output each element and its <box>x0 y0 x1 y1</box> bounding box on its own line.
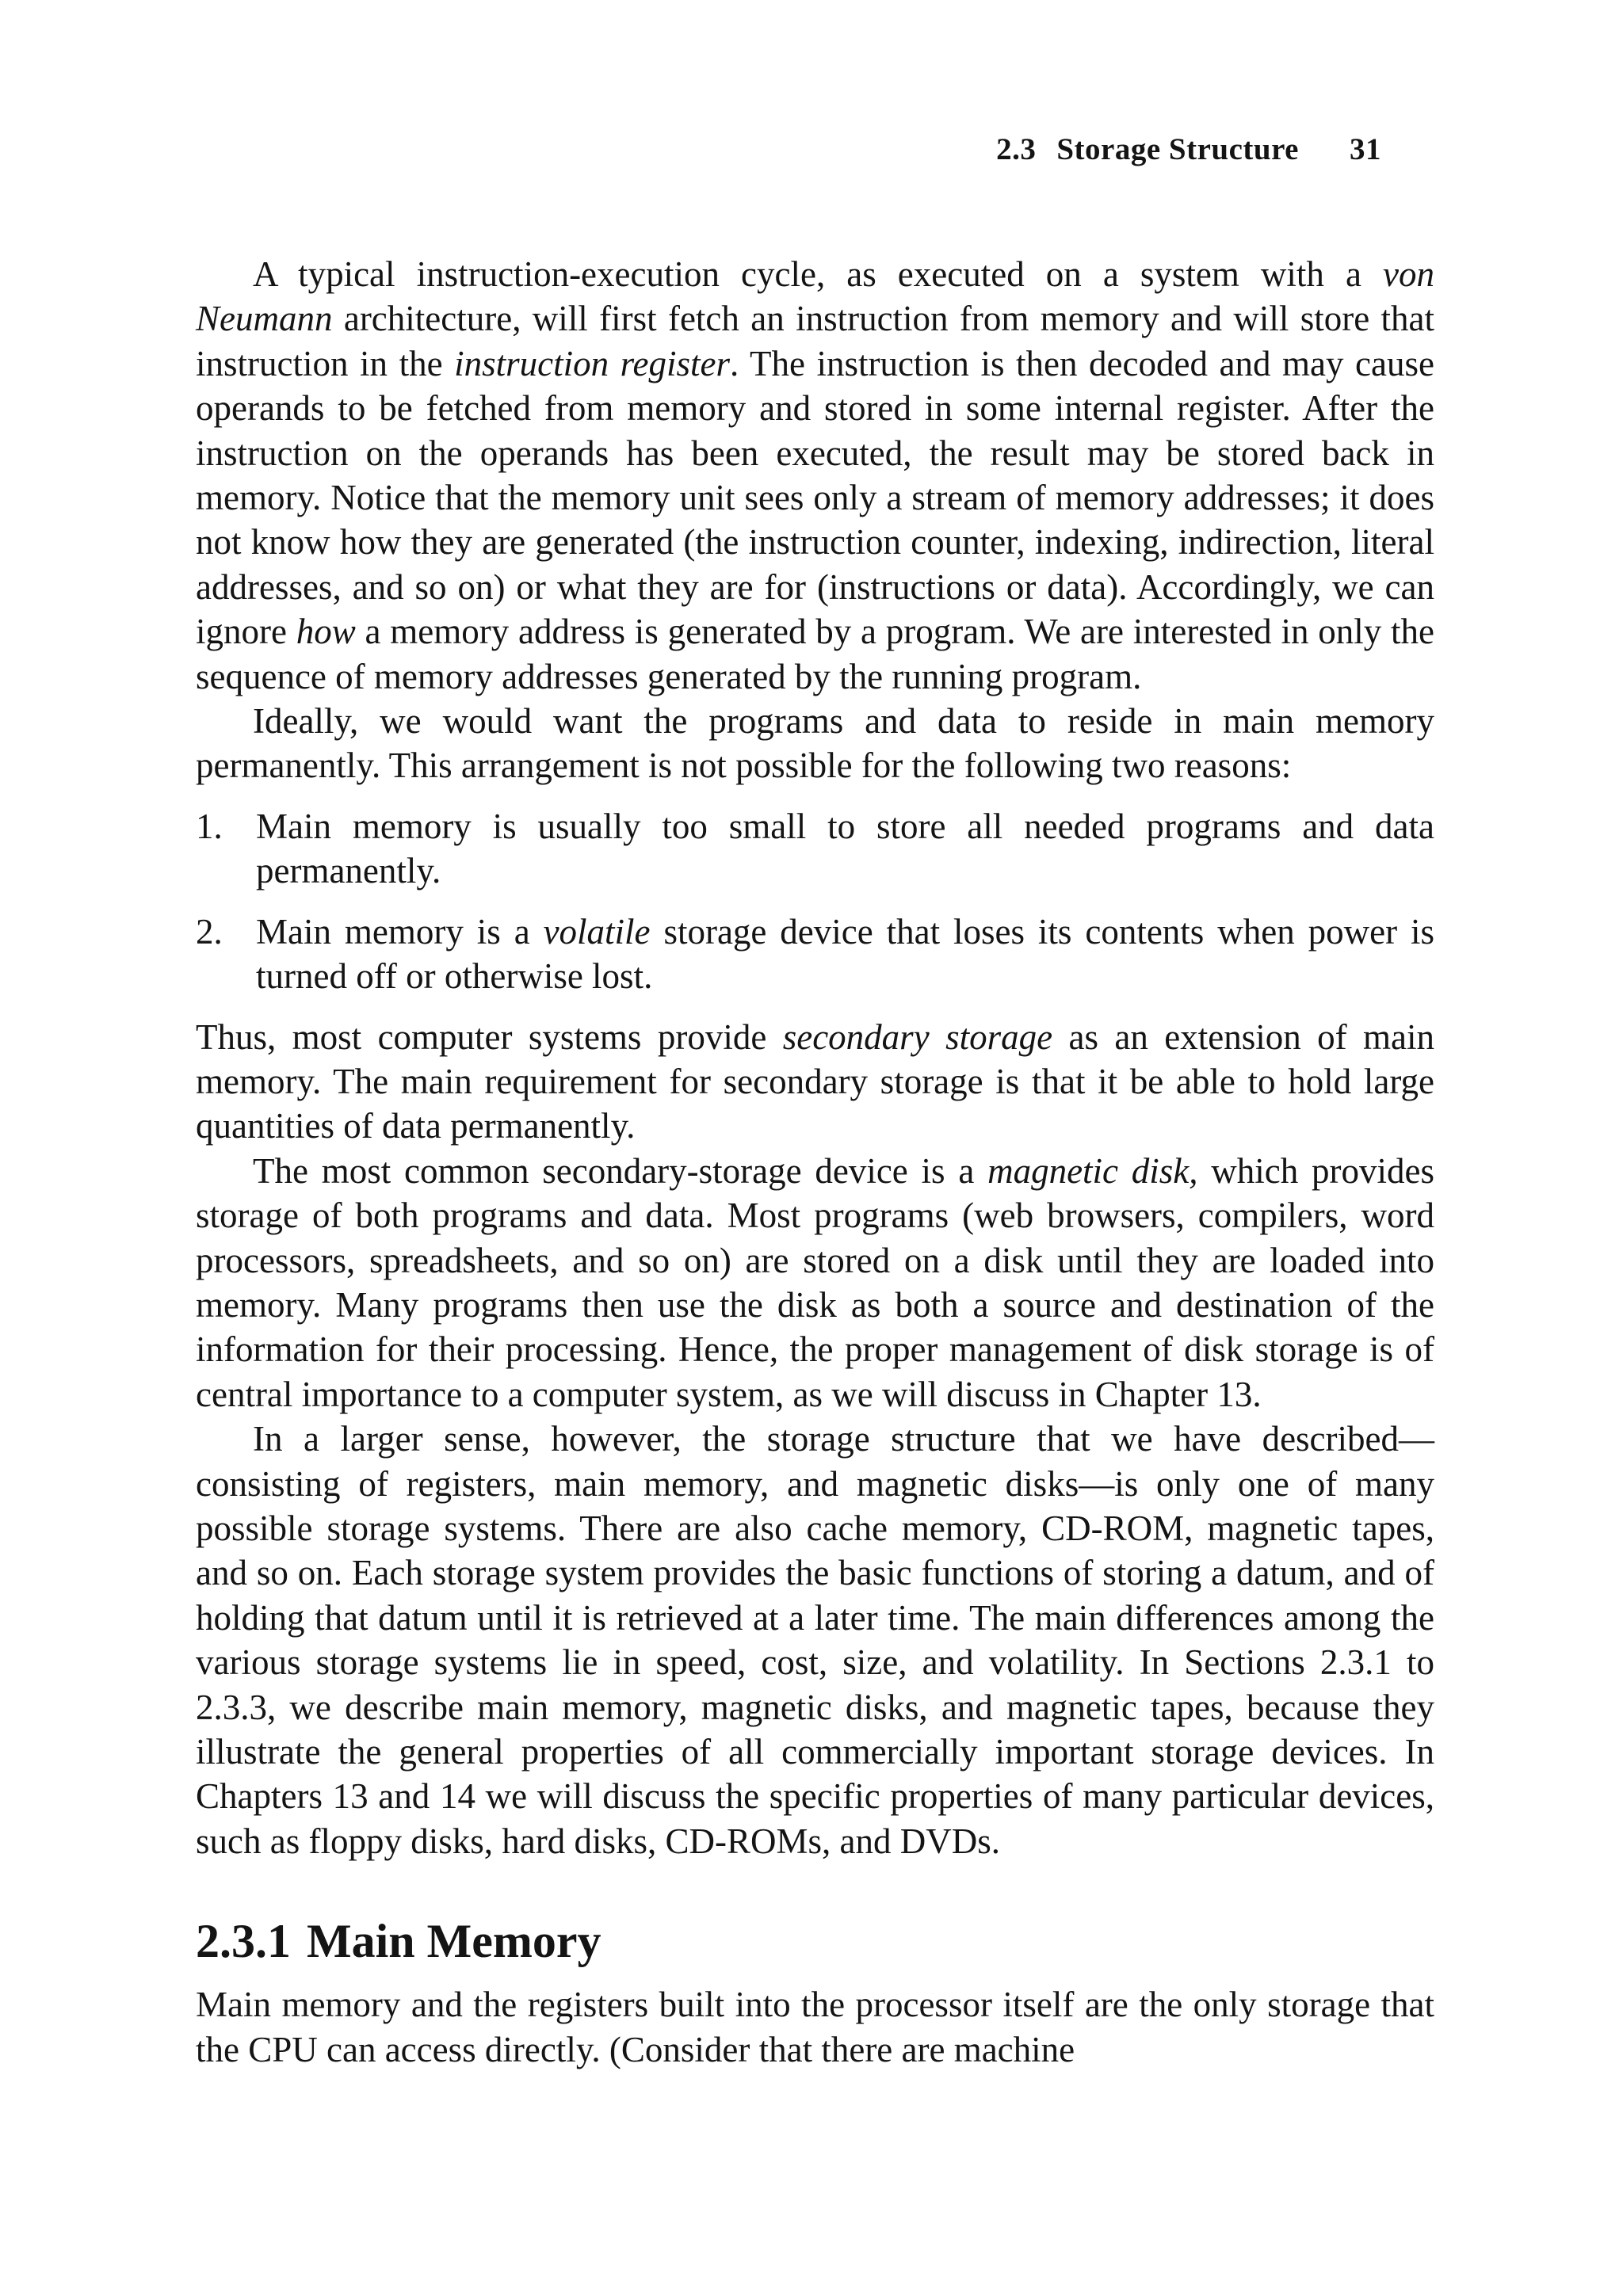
list-item <box>196 804 1434 894</box>
text-run: Thus, most computer systems provide <box>196 1016 783 1057</box>
page-number: 31 <box>1350 132 1381 166</box>
paragraph-main-memory: Main memory and the registers built into the processor itself are the only storage that the CPU can access directly. (Consider that there are machine <box>196 1985 1434 2069</box>
paragraph-instruction-cycle <box>196 252 1434 699</box>
emphasis-magnetic-disk: magnetic disk, <box>987 1150 1198 1191</box>
text-run: a memory address is generated by a program. We are interested in only the sequence of memory addresses generated by the running program. <box>196 612 1434 696</box>
paragraph-storage-systems: In a larger sense, however, the storage structure that we have described—consisting of registers, main memory, and magnetic disks—is only one of many possible storage systems. There are also cache memory, CD-ROM, magnetic tapes, and so on. Each storage system provides the basic functions of storing a datum, and of holding that datum until it is retrieved at a later time. The main differences among the various storage systems lie in speed, cost, size, and volatility. In Sections 2.3.1 to 2.3.3, we describe main memory, magnetic disks, and magnetic tapes, because they illustrate the general properties of all commercially important storage devices. In Chapters 13 and 14 we will discuss the specific properties of many particular devices, such as floppy disks, hard disks, CD-ROMs, and DVDs. <box>196 1419 1434 1861</box>
text-run: as an extension of main memory. The main requirement for secondary storage is that it be able to hold large quantities of data permanently. <box>196 1016 1434 1146</box>
header-section-title: Storage Structure <box>1056 132 1299 166</box>
list-item <box>196 910 1434 999</box>
emphasis-instruction-register: instruction register <box>454 343 730 383</box>
text-run: The most common secondary-storage device is a <box>253 1150 988 1191</box>
emphasis-secondary-storage: secondary storage <box>782 1016 1053 1057</box>
text-run: Main memory is usually too small to store all needed programs and data permanently. <box>256 806 1434 891</box>
text-run: A typical instruction-execution cycle, as executed on a system with a <box>253 254 1384 294</box>
emphasis-von-neumann: von Neumann <box>196 254 1434 339</box>
list-number: 1. <box>196 806 223 846</box>
text-run: architecture, will first fetch an instruction from memory and will store that instruction in the <box>196 299 1434 383</box>
text-run: . The instruction is then decoded and may cause operands to be fetched from memory and stored in some internal register. After the instruction on the operands has been executed, the result may be stored back in memory. Notice that the memory unit sees only a stream of memory addresses; it does not know how they are generated (the instruction counter, indexing, indirection, literal addresses, and so on) or what they are for (instructions or data). Accordingly, we can ignore <box>196 343 1434 652</box>
running-header <box>996 132 1381 167</box>
reasons-list <box>196 804 1434 999</box>
text-run: storage device that loses its contents when power is turned off or otherwise lost. <box>256 911 1434 997</box>
paragraph-ideally: Ideally, we would want the programs and data to reside in main memory permanently. This arrangement is not possible for the following two reasons: <box>196 701 1434 786</box>
paragraph-secondary-storage <box>196 1015 1434 1149</box>
body-text <box>196 252 1434 2072</box>
emphasis-how: how <box>296 612 356 652</box>
subsection-title: Main Memory <box>307 1915 601 1968</box>
subsection-number: 2.3.1 <box>196 1915 291 1968</box>
header-section-number: 2.3 <box>996 132 1037 166</box>
text-run: which provides storage of both programs and data. Most programs (web browsers, compilers, word processors, spreadsheets, and so on) are stored on a disk until they are loaded into memory. Many programs then use the disk as both a source and destination of the information for their processing. Hence, the proper management of disk storage is of central importance to a computer system, as we will discuss in Chapter 13. <box>196 1150 1435 1414</box>
list-number: 2. <box>196 911 223 952</box>
text-run: Main memory is a <box>256 911 544 952</box>
emphasis-volatile: volatile <box>543 911 651 952</box>
subsection-heading <box>196 1913 1434 1970</box>
paragraph-magnetic-disk <box>196 1149 1434 1417</box>
